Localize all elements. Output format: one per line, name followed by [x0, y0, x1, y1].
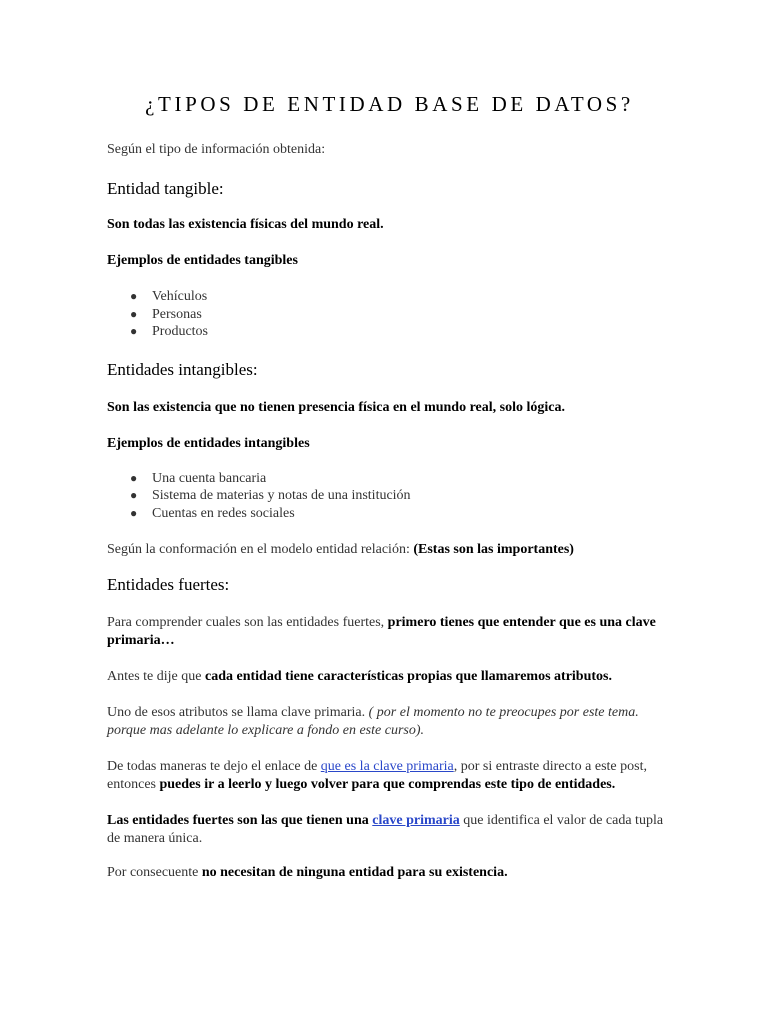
bullet-icon: ● — [130, 505, 138, 520]
link-clave-primaria[interactable]: clave primaria — [372, 813, 460, 828]
page-title: ¿TIPOS DE ENTIDAD BASE DE DATOS? — [145, 92, 634, 116]
fuertes-paragraph-5: Las entidades fuertes son las que tienen una clave primaria que identifica el valor de cada tupla de manera única. — [107, 813, 664, 846]
bullet-icon: ● — [130, 470, 138, 485]
heading-intangible: Entidades intangibles: — [107, 359, 258, 379]
list-item: ● Cuentas en redes sociales — [130, 505, 295, 521]
heading-tangible: Entidad tangible: — [107, 179, 224, 198]
intangible-definition: Son las existencia que no tienen presencia física en el mundo real, solo lógica. — [107, 399, 565, 415]
list-item: ● Productos — [130, 324, 208, 339]
bullet-icon: ● — [130, 488, 138, 502]
tangible-examples-heading: Ejemplos de entidades tangibles — [107, 253, 298, 268]
tangible-definition: Son todas las existencia físicas del mundo real. — [107, 217, 384, 232]
intangible-examples-list — [107, 470, 668, 523]
list-item: ● Vehículos — [130, 289, 208, 304]
fuertes-paragraph-1: Para comprender cuales son las entidades fuertes, primero tienes que entender que es una clave primaria… — [107, 615, 656, 648]
fuertes-paragraph-2: Antes te dije que cada entidad tiene características propias que llamaremos atributos. — [107, 669, 612, 684]
heading-fuertes: Entidades fuertes: — [107, 575, 230, 594]
bullet-icon: ● — [130, 306, 138, 321]
list-item: ● Personas — [130, 306, 202, 322]
fuertes-paragraph-6: Por consecuente no necesitan de ninguna entidad para su existencia. — [107, 865, 508, 880]
bullet-icon: ● — [130, 324, 138, 338]
intro-text: Según el tipo de información obtenida: — [107, 142, 326, 157]
fuertes-paragraph-4: De todas maneras te dejo el enlace de que es la clave primaria, por si entraste directo a este post, entonces puedes ir a leerlo y luego volver para que comprendas este tipo de entidades. — [107, 759, 647, 792]
intangible-examples-heading: Ejemplos de entidades intangibles — [107, 435, 310, 451]
list-item: ● Sistema de materias y notas de una institución — [130, 488, 411, 503]
link-clave-primaria-article[interactable]: que es la clave primaria — [320, 759, 454, 774]
fuertes-paragraph-3: Uno de esos atributos se llama clave primaria. ( por el momento no te preocupes por este tema. porque mas adelante lo explicare a fondo en este curso). — [107, 705, 639, 738]
bullet-icon: ● — [130, 289, 138, 303]
list-item: ● Una cuenta bancaria — [130, 470, 267, 486]
tangible-examples-list — [107, 288, 668, 341]
conformation-text: Según la conformación en el modelo entidad relación: (Estas son las importantes) — [107, 542, 574, 557]
